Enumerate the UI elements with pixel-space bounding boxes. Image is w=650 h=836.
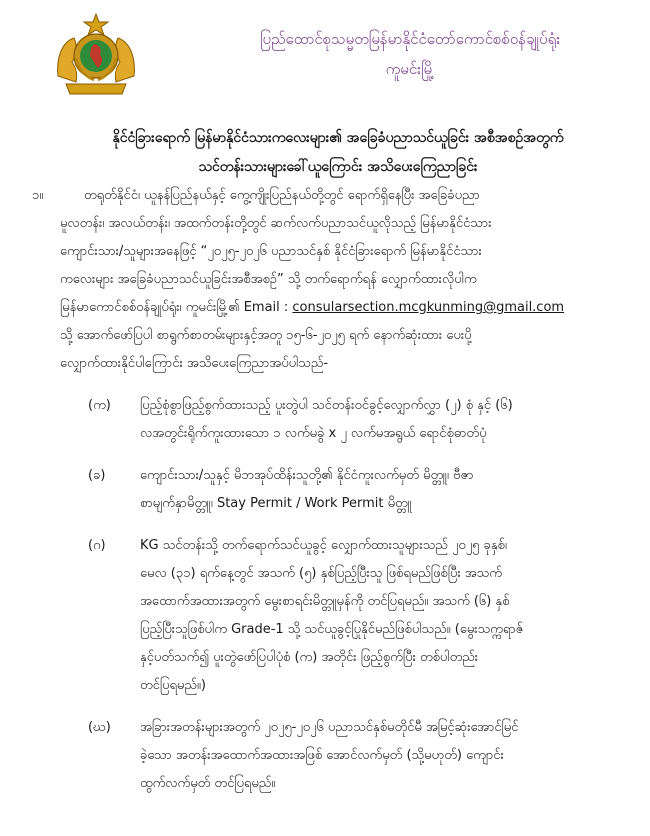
paragraph-line: ကျောင်းသား/သူများအနေဖြင့် “၂၀၂၅-၂၀၂၆ ပညာသင်နှစ် နိုင်ငံခြားရောက် မြန်မာနိုင်ငံသား — [60, 244, 482, 259]
item-line: ပြည့်စုံစွာဖြည့်စွက်ထားသည့် ပူးတွဲပါ သင်တန်းဝင်ခွင့်လျှောက်လွှာ (၂) စုံ နှင့် (၆) — [140, 398, 513, 413]
paragraph-number: ၁။ — [32, 188, 44, 203]
paragraph-line: ကလေးများ အခြေခံပညာသင်ယူခြင်းအစီအစဉ်” သို့ တက်ရောက်ရန် လျှောက်ထားလိုပါက — [60, 272, 477, 287]
office-name: ပြည်ထောင်စုသမ္မတမြန်မာနိုင်ငံတော်ကောင်စစ်ဝန်ချုပ်ရုံး — [259, 30, 561, 48]
item-marker: (ဂ) — [88, 538, 106, 553]
state-emblem-icon — [52, 12, 140, 98]
item-line: ကျောင်းသား/သူနှင့် မိဘအုပ်ထိန်းသူတို့၏ နိုင်ငံကူးလက်မှတ် မိတ္တူ၊ ဗီဇာ — [140, 468, 474, 483]
item-marker: (က) — [88, 398, 111, 413]
list-item — [18, 714, 628, 798]
letterhead — [0, 0, 650, 100]
email-link[interactable]: consularsection.mcgkunming@gmail.com — [292, 300, 565, 315]
paragraph-line: မြန်မာကောင်စစ်ဝန်ချုပ်ရုံး၊ ကူမင်းမြို့၏ Email : — [60, 300, 293, 315]
paragraph-1 — [18, 182, 628, 378]
item-line: KG သင်တန်းသို့ တက်ရောက်သင်ယူခွင့် လျှောက်ထားသူများသည် ၂၀၂၅ ခုနှစ်၊ — [140, 538, 507, 553]
office-city: ကူမင်းမြို့ — [385, 60, 435, 78]
title-line: သင်တန်းသားများခေါ်ယူကြောင်း အသိပေးကြေညာခြင်း — [198, 159, 478, 175]
item-line: လအတွင်းရိုက်ကူးထားသော ၁ လက်မခွဲ x ၂ လက်မအရွယ် ရောင်စုံဓာတ်ပုံ — [140, 426, 487, 441]
paragraph-line: တရုတ်နိုင်ငံ၊ ယူနန်ပြည်နယ်နှင့် ကွေ့ကျိုးပြည်နယ်တို့တွင် ရောက်ရှိနေပြီး အခြေခံပညာ — [84, 188, 480, 203]
list-item — [18, 462, 628, 518]
item-marker: (ခ) — [88, 468, 106, 483]
list-item — [18, 392, 628, 448]
item-line: ထွက်လက်မှတ် တင်ပြရမည်။ — [140, 776, 276, 791]
title-line: နိုင်ငံခြားရောက် မြန်မာနိုင်ငံသားကလေးများ၏ အခြေခံပညာသင်ယူခြင်း အစီအစဉ်အတွက် — [112, 130, 564, 146]
paragraph-line: မူလတန်း၊ အလယ်တန်း၊ အထက်တန်းတို့တွင် ဆက်လက်ပညာသင်ယူလိုသည့် မြန်မာနိုင်ငံသား — [60, 216, 492, 231]
item-line: ခဲ့သော အတန်းအထောက်အထားအဖြစ် အောင်လက်မှတ် (သို့မဟုတ်) ကျောင်း — [140, 748, 504, 763]
item-line: စာမျက်နှာမိတ္တူ၊ Stay Permit / Work Permit မိတ္တူ — [140, 496, 412, 511]
list-item — [18, 532, 628, 700]
item-line: နှင့်ပတ်သက်၍ ပူးတွဲဖော်ပြပါပုံစံ (က) အတိုင်း ဖြည့်စွက်ပြီး တစ်ပါတည်း — [140, 650, 479, 665]
item-line: တင်ပြရမည်။) — [140, 678, 206, 693]
item-line: ပြည့်ပြီးသူဖြစ်ပါက Grade-1 သို့ သင်ယူခွင့်ပြုနိုင်မည်ဖြစ်ပါသည်။ (မွေးသက္ကရာဇ် — [140, 622, 524, 637]
item-line: မေလ (၃၁) ရက်နေ့တွင် အသက် (၅) နှစ်ပြည့်ပြီးသူ ဖြစ်ရမည်ဖြစ်ပြီး အသက် — [140, 566, 502, 581]
item-line: အထောက်အထားအတွက် မွေးစာရင်းမိတ္တူမှန်ကို တင်ပြရမည်။ အသက် (၆) နှစ် — [140, 594, 510, 609]
announcement-title — [38, 124, 638, 182]
paragraph-line: လျှောက်ထားနိုင်ပါကြောင်း အသိပေးကြေညာအပ်ပါသည်- — [60, 356, 329, 371]
paragraph-line: သို့ အောက်ဖော်ပြပါ စာရွက်စာတမ်းများနှင့်အတူ ၁၅-၆-၂၀၂၅ ရက် နောက်ဆုံးထား ပေးပို့ — [60, 328, 472, 343]
item-line: အခြားအတန်းများအတွက် ၂၀၂၅-၂၀၂၆ ပညာသင်နှစ်မတိုင်မီ အမြင့်ဆုံးအောင်မြင် — [140, 720, 519, 735]
item-marker: (ဃ) — [88, 720, 111, 735]
announcement-body — [18, 182, 628, 798]
